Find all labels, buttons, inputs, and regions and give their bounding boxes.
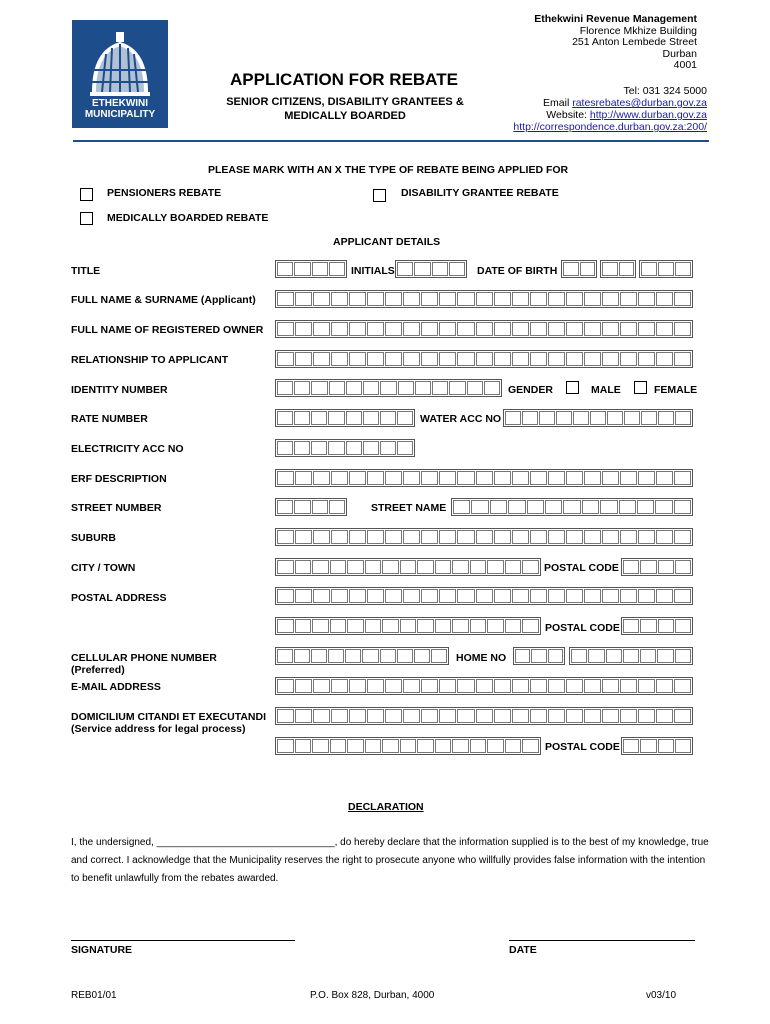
declaration-text: I, the undersigned, ________________________________, do hereby declare that the information supplied is to the best of my knowledge, true and correct. I acknowledge that the Municipality reserves the right to prosecute anyone who willfully provides false information with the intention to benefit unlawfully from the rebates awarded. (71, 837, 709, 884)
domicilium-sub-label: (Service address for legal process) (71, 723, 246, 735)
postal-code-input-3[interactable] (621, 737, 693, 755)
address-block (534, 14, 697, 72)
pensioners-label: PENSIONERS REBATE (107, 187, 222, 199)
dob-label: DATE OF BIRTH (477, 265, 558, 277)
water-label: WATER ACC NO (420, 413, 502, 425)
postal-code-input[interactable] (621, 558, 693, 576)
section-applicant-details: APPLICANT DETAILS (333, 236, 441, 248)
signature-label: SIGNATURE (71, 944, 133, 956)
tel: Tel: 031 324 5000 (623, 85, 707, 97)
email-row (513, 97, 707, 109)
electricity-label: ELECTRICITY ACC NO (71, 443, 184, 455)
relationship-input[interactable] (275, 350, 693, 368)
street-number-input[interactable] (275, 498, 347, 516)
title-input[interactable] (275, 260, 347, 278)
title-label: TITLE (71, 265, 101, 277)
ethekwini-logo (72, 20, 168, 128)
address-line: Durban (662, 47, 697, 60)
address-line: 4001 (673, 59, 697, 72)
cell-sub-label: (Preferred) (71, 664, 125, 676)
relationship-label: RELATIONSHIP TO APPLICANT (71, 354, 229, 366)
postal-address-input-2[interactable] (275, 617, 541, 635)
signature-line[interactable] (71, 940, 295, 941)
street-name-input[interactable] (451, 498, 693, 516)
disability-checkbox[interactable] (373, 189, 386, 202)
form-title: APPLICATION FOR REBATE (230, 70, 458, 89)
full-name-input[interactable] (275, 290, 693, 308)
initials-input[interactable] (395, 260, 467, 278)
owner-input[interactable] (275, 320, 693, 338)
postal-code-input-2[interactable] (621, 617, 693, 635)
po-box: P.O. Box 828, Durban, 4000 (310, 990, 435, 1001)
email-input[interactable] (275, 677, 693, 695)
city-label: CITY / TOWN (71, 562, 136, 574)
erf-input[interactable] (275, 469, 693, 487)
male-label: MALE (591, 384, 621, 396)
home-label: HOME NO (456, 652, 507, 664)
male-checkbox[interactable] (566, 381, 579, 394)
date-label: DATE (509, 944, 537, 956)
disability-label: DISABILITY GRANTEE REBATE (401, 187, 559, 199)
postal-code-label: POSTAL CODE (544, 562, 619, 574)
female-label: FEMALE (654, 384, 698, 396)
street-name-label: STREET NAME (371, 502, 447, 514)
full-name-label: FULL NAME & SURNAME (Applicant) (71, 294, 256, 306)
address-line: Florence Mkhize Building (579, 24, 697, 37)
contact-block (513, 85, 707, 133)
website-link[interactable]: http://www.durban.gov.za (589, 109, 707, 121)
postal-address-input-1[interactable] (275, 587, 693, 605)
home-number-input[interactable] (569, 647, 693, 665)
org-name: Ethekwini Revenue Management (534, 13, 697, 25)
form-version: v03/10 (646, 990, 677, 1001)
postal-code-label-3: POSTAL CODE (545, 741, 620, 753)
domicilium-input-1[interactable] (275, 707, 693, 725)
dob-month-input[interactable] (600, 260, 636, 278)
website-prefix: Website: (546, 109, 590, 121)
water-input[interactable] (503, 409, 693, 427)
gender-label: GENDER (508, 384, 553, 396)
correspondence-link[interactable]: http://correspondence.durban.gov.za:200/ (513, 121, 707, 133)
logo-text-1: ETHEKWINI (91, 98, 149, 109)
medical-label: MEDICALLY BOARDED REBATE (107, 212, 269, 224)
rate-label: RATE NUMBER (71, 413, 148, 425)
female-checkbox[interactable] (634, 381, 647, 394)
logo-text-2: MUNICIPALITY (84, 109, 156, 120)
street-number-label: STREET NUMBER (71, 502, 162, 514)
pensioners-checkbox[interactable] (80, 188, 93, 201)
date-line[interactable] (509, 940, 695, 941)
city-input[interactable] (275, 558, 541, 576)
cell-label: CELLULAR PHONE NUMBER (71, 652, 217, 664)
email-prefix: Email (543, 97, 573, 109)
form-reference: REB01/01 (71, 990, 117, 1001)
medical-checkbox[interactable] (80, 212, 93, 225)
erf-label: ERF DESCRIPTION (71, 473, 167, 485)
home-code-input[interactable] (513, 647, 565, 665)
id-input[interactable] (275, 379, 502, 397)
rate-input[interactable] (275, 409, 415, 427)
email-label: E-MAIL ADDRESS (71, 681, 161, 693)
instruction: PLEASE MARK WITH AN X THE TYPE OF REBATE BEING APPLIED FOR (208, 164, 569, 176)
address-line: 251 Anton Lembede Street (572, 36, 697, 49)
suburb-label: SUBURB (71, 532, 116, 544)
suburb-input[interactable] (275, 528, 693, 546)
form-subtitle: SENIOR CITIZENS, DISABILITY GRANTEES & MEDICALLY BOARDED (226, 96, 464, 122)
electricity-input[interactable] (275, 439, 415, 457)
postal-address-label: POSTAL ADDRESS (71, 592, 167, 604)
domicilium-input-2[interactable] (275, 737, 541, 755)
declaration-heading: DECLARATION (348, 801, 424, 813)
domicilium-label: DOMICILIUM CITANDI ET EXECUTANDI (71, 711, 267, 723)
dob-year-input[interactable] (639, 260, 693, 278)
website-row (513, 109, 707, 121)
cell-input[interactable] (275, 647, 449, 665)
owner-label: FULL NAME OF REGISTERED OWNER (71, 324, 264, 336)
postal-code-label-2: POSTAL CODE (545, 622, 620, 634)
id-label: IDENTITY NUMBER (71, 384, 168, 396)
dob-day-input[interactable] (561, 260, 597, 278)
initials-label: INITIALS (351, 265, 395, 277)
email-link[interactable]: ratesrebates@durban.gov.za (572, 97, 707, 109)
header-divider (73, 140, 709, 142)
